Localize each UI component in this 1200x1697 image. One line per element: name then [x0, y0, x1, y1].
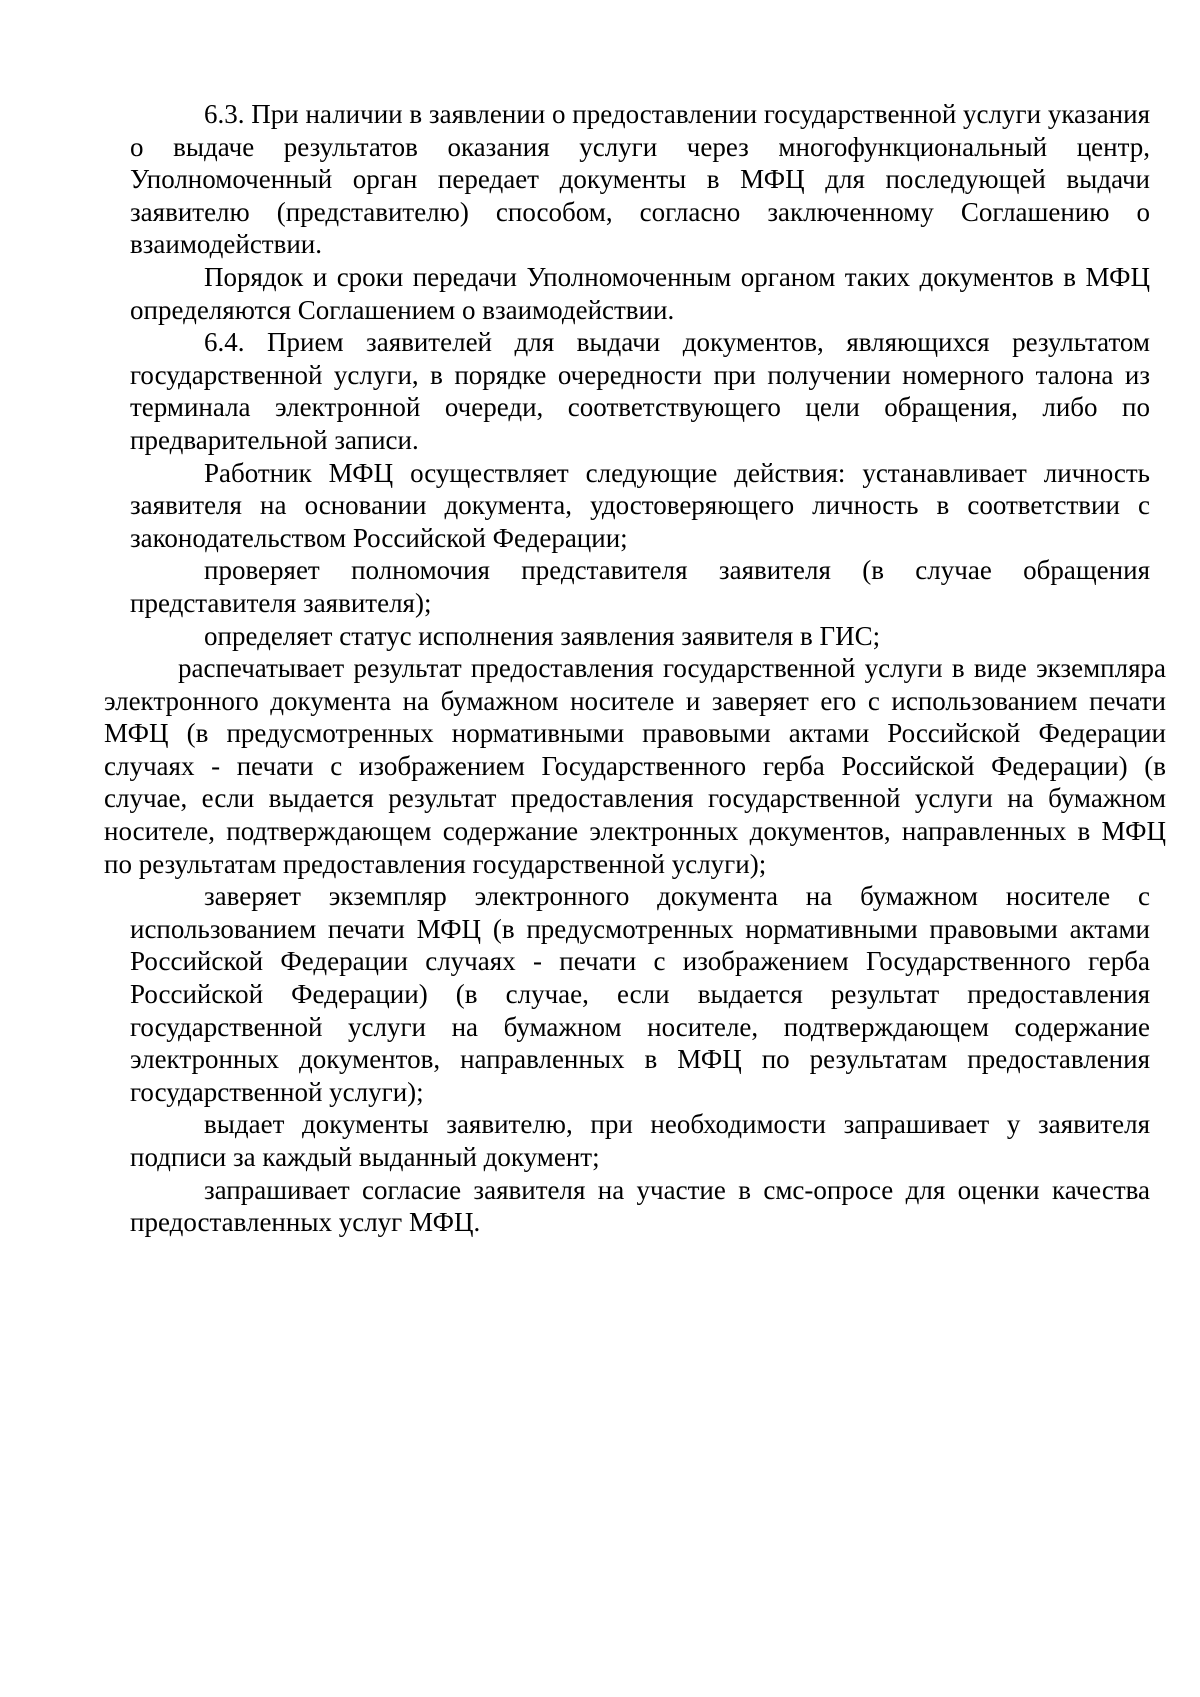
paragraph-certify-copy: заверяет экземпляр электронного документа на бумажном носителе с использованием печати МФЦ (в предусмотренных нормативными правовыми актами Российской Федерации случаях - печати с изображением Государственного герба Российской Федерации) (в случае, если выдается результат предоставления государственной услуги на бумажном носителе, подтверждающем содержание электронных документов, направленных в МФЦ по результатам предоставления государственной услуги);	[130, 881, 1150, 1107]
paragraph-issue-documents: выдает документы заявителю, при необходимости запрашивает у заявителя подписи за каждый выданный документ;	[130, 1109, 1150, 1172]
document-body	[104, 98, 1166, 1239]
paragraph-check-authority: проверяет полномочия представителя заявителя (в случае обращения представителя заявителя);	[130, 555, 1150, 618]
paragraph-6-4: 6.4. Прием заявителей для выдачи документов, являющихся результатом государственной услуги, в порядке очередности при получении номерного талона из терминала электронной очереди, соответствующего цели обращения, либо по предварительной записи.	[130, 327, 1150, 455]
paragraph-determine-status: определяет статус исполнения заявления заявителя в ГИС;	[204, 620, 881, 651]
paragraph-sms-survey: запрашивает согласие заявителя на участие в смс-опросе для оценки качества предоставленных услуг МФЦ.	[130, 1174, 1150, 1238]
paragraph-worker-actions: Работник МФЦ осуществляет следующие действия: устанавливает личность заявителя на основании документа, удостоверяющего личность в соответствии с законодательством Российской Федерации;	[130, 457, 1150, 553]
paragraph-6-3: 6.3. При наличии в заявлении о предоставлении государственной услуги указания о выдаче результатов оказания услуги через многофункциональный центр, Уполномоченный орган передает документы в МФЦ для последующей выдачи заявителю (представителю) способом, согласно заключенному Соглашению о взаимодействии.	[130, 99, 1150, 260]
paragraph-transfer-order: Порядок и сроки передачи Уполномоченным органом таких документов в МФЦ определяются Соглашением о взаимодействии.	[130, 261, 1150, 325]
paragraph-print-result: распечатывает результат предоставления государственной услуги в виде экземпляра электронного документа на бумажном носителе и заверяет его с использованием печати МФЦ (в предусмотренных нормативными правовыми актами Российской Федерации случаях - печати с изображением Государственного герба Российской Федерации) (в случае, если выдается результат предоставления государственной услуги на бумажном носителе, подтверждающем содержание электронных документов, направленных в МФЦ по результатам предоставления государственной услуги);	[104, 653, 1166, 879]
